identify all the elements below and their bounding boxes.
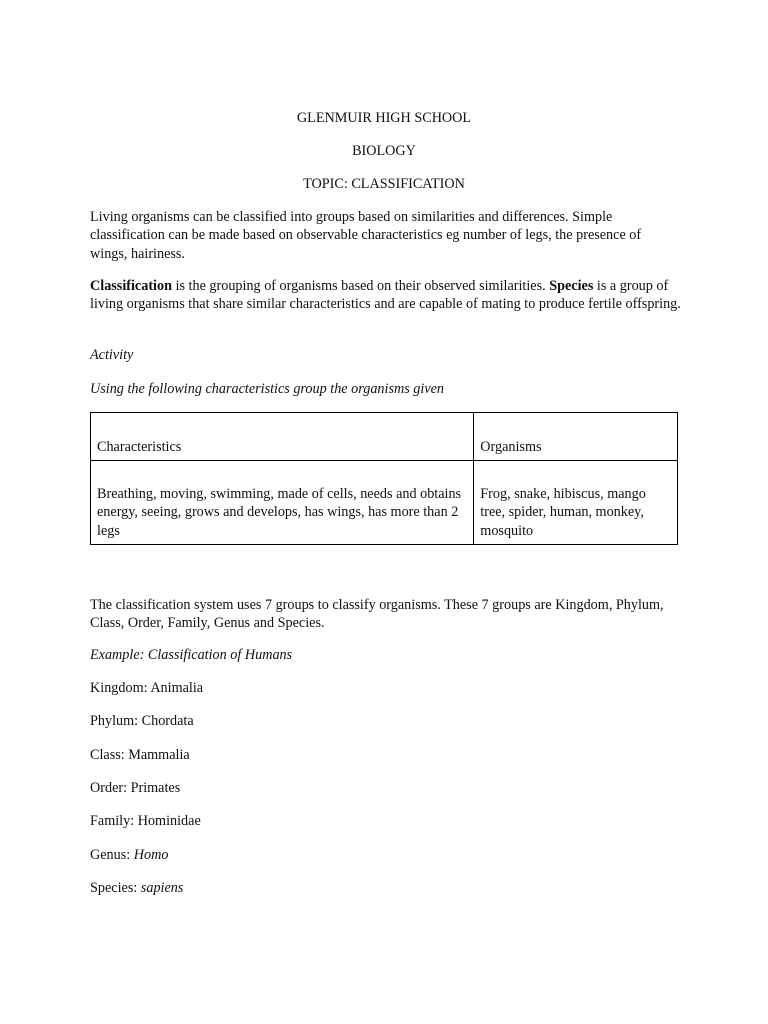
rank-family [90, 812, 201, 830]
rank-order [90, 779, 180, 797]
subject-title: BIOLOGY [352, 143, 416, 159]
rank-phylum [90, 712, 194, 730]
rank-value: Hominidae [137, 813, 201, 829]
rank-value: sapiens [140, 880, 184, 896]
rank-value: Mammalia [128, 747, 190, 763]
classification-definition: is the grouping of organisms based on their observed similarities. [171, 278, 550, 294]
rank-label: Phylum: [90, 713, 142, 729]
rank-genus [90, 846, 168, 864]
rank-label: Order: [90, 780, 131, 796]
rank-label: Kingdom: [90, 680, 151, 696]
species-definition: is a group of living organisms that share similar characteristics and are capable of mating to produce fertile offspring. [90, 278, 681, 313]
rank-label: Family: [90, 813, 138, 829]
rank-species [90, 879, 183, 897]
table-row [91, 461, 678, 545]
example-heading: Example: Classification of Humans [90, 647, 293, 663]
classification-term: Classification [90, 278, 172, 294]
rank-kingdom [90, 679, 203, 697]
classification-system-paragraph: The classification system uses 7 groups to classify organisms. These 7 groups are Kingdom, Phylum, Class, Order, Family, Genus and Species. [90, 597, 664, 632]
table-header-row [91, 413, 678, 461]
table-cell-organisms: Frog, snake, hibiscus, mango tree, spider, human, monkey, mosquito [474, 461, 678, 545]
table-header-characteristics: Characteristics [91, 413, 474, 461]
rank-class [90, 746, 190, 764]
table-header-organisms: Organisms [474, 413, 678, 461]
intro-paragraph: Living organisms can be classified into groups based on similarities and differences. Simple classification can be made based on observable characteristics eg number of legs, the presence of wings, hairiness. [90, 209, 642, 262]
rank-label: Genus: [90, 847, 134, 863]
rank-label: Class: [90, 747, 129, 763]
table-cell-characteristics: Breathing, moving, swimming, made of cells, needs and obtains energy, seeing, grows and develops, has wings, has more than 2 legs [91, 461, 474, 545]
species-term: Species [549, 278, 594, 294]
rank-label: Species: [90, 880, 141, 896]
rank-value: Primates [130, 780, 181, 796]
activity-table [90, 412, 678, 545]
rank-value: Chordata [141, 713, 194, 729]
activity-heading: Activity [90, 347, 134, 363]
activity-instruction: Using the following characteristics group the organisms given [90, 381, 445, 397]
school-name: GLENMUIR HIGH SCHOOL [296, 110, 472, 126]
rank-value: Homo [133, 847, 169, 863]
definitions-paragraph [90, 277, 682, 314]
topic-title: TOPIC: CLASSIFICATION [303, 176, 465, 192]
rank-value: Animalia [150, 680, 204, 696]
